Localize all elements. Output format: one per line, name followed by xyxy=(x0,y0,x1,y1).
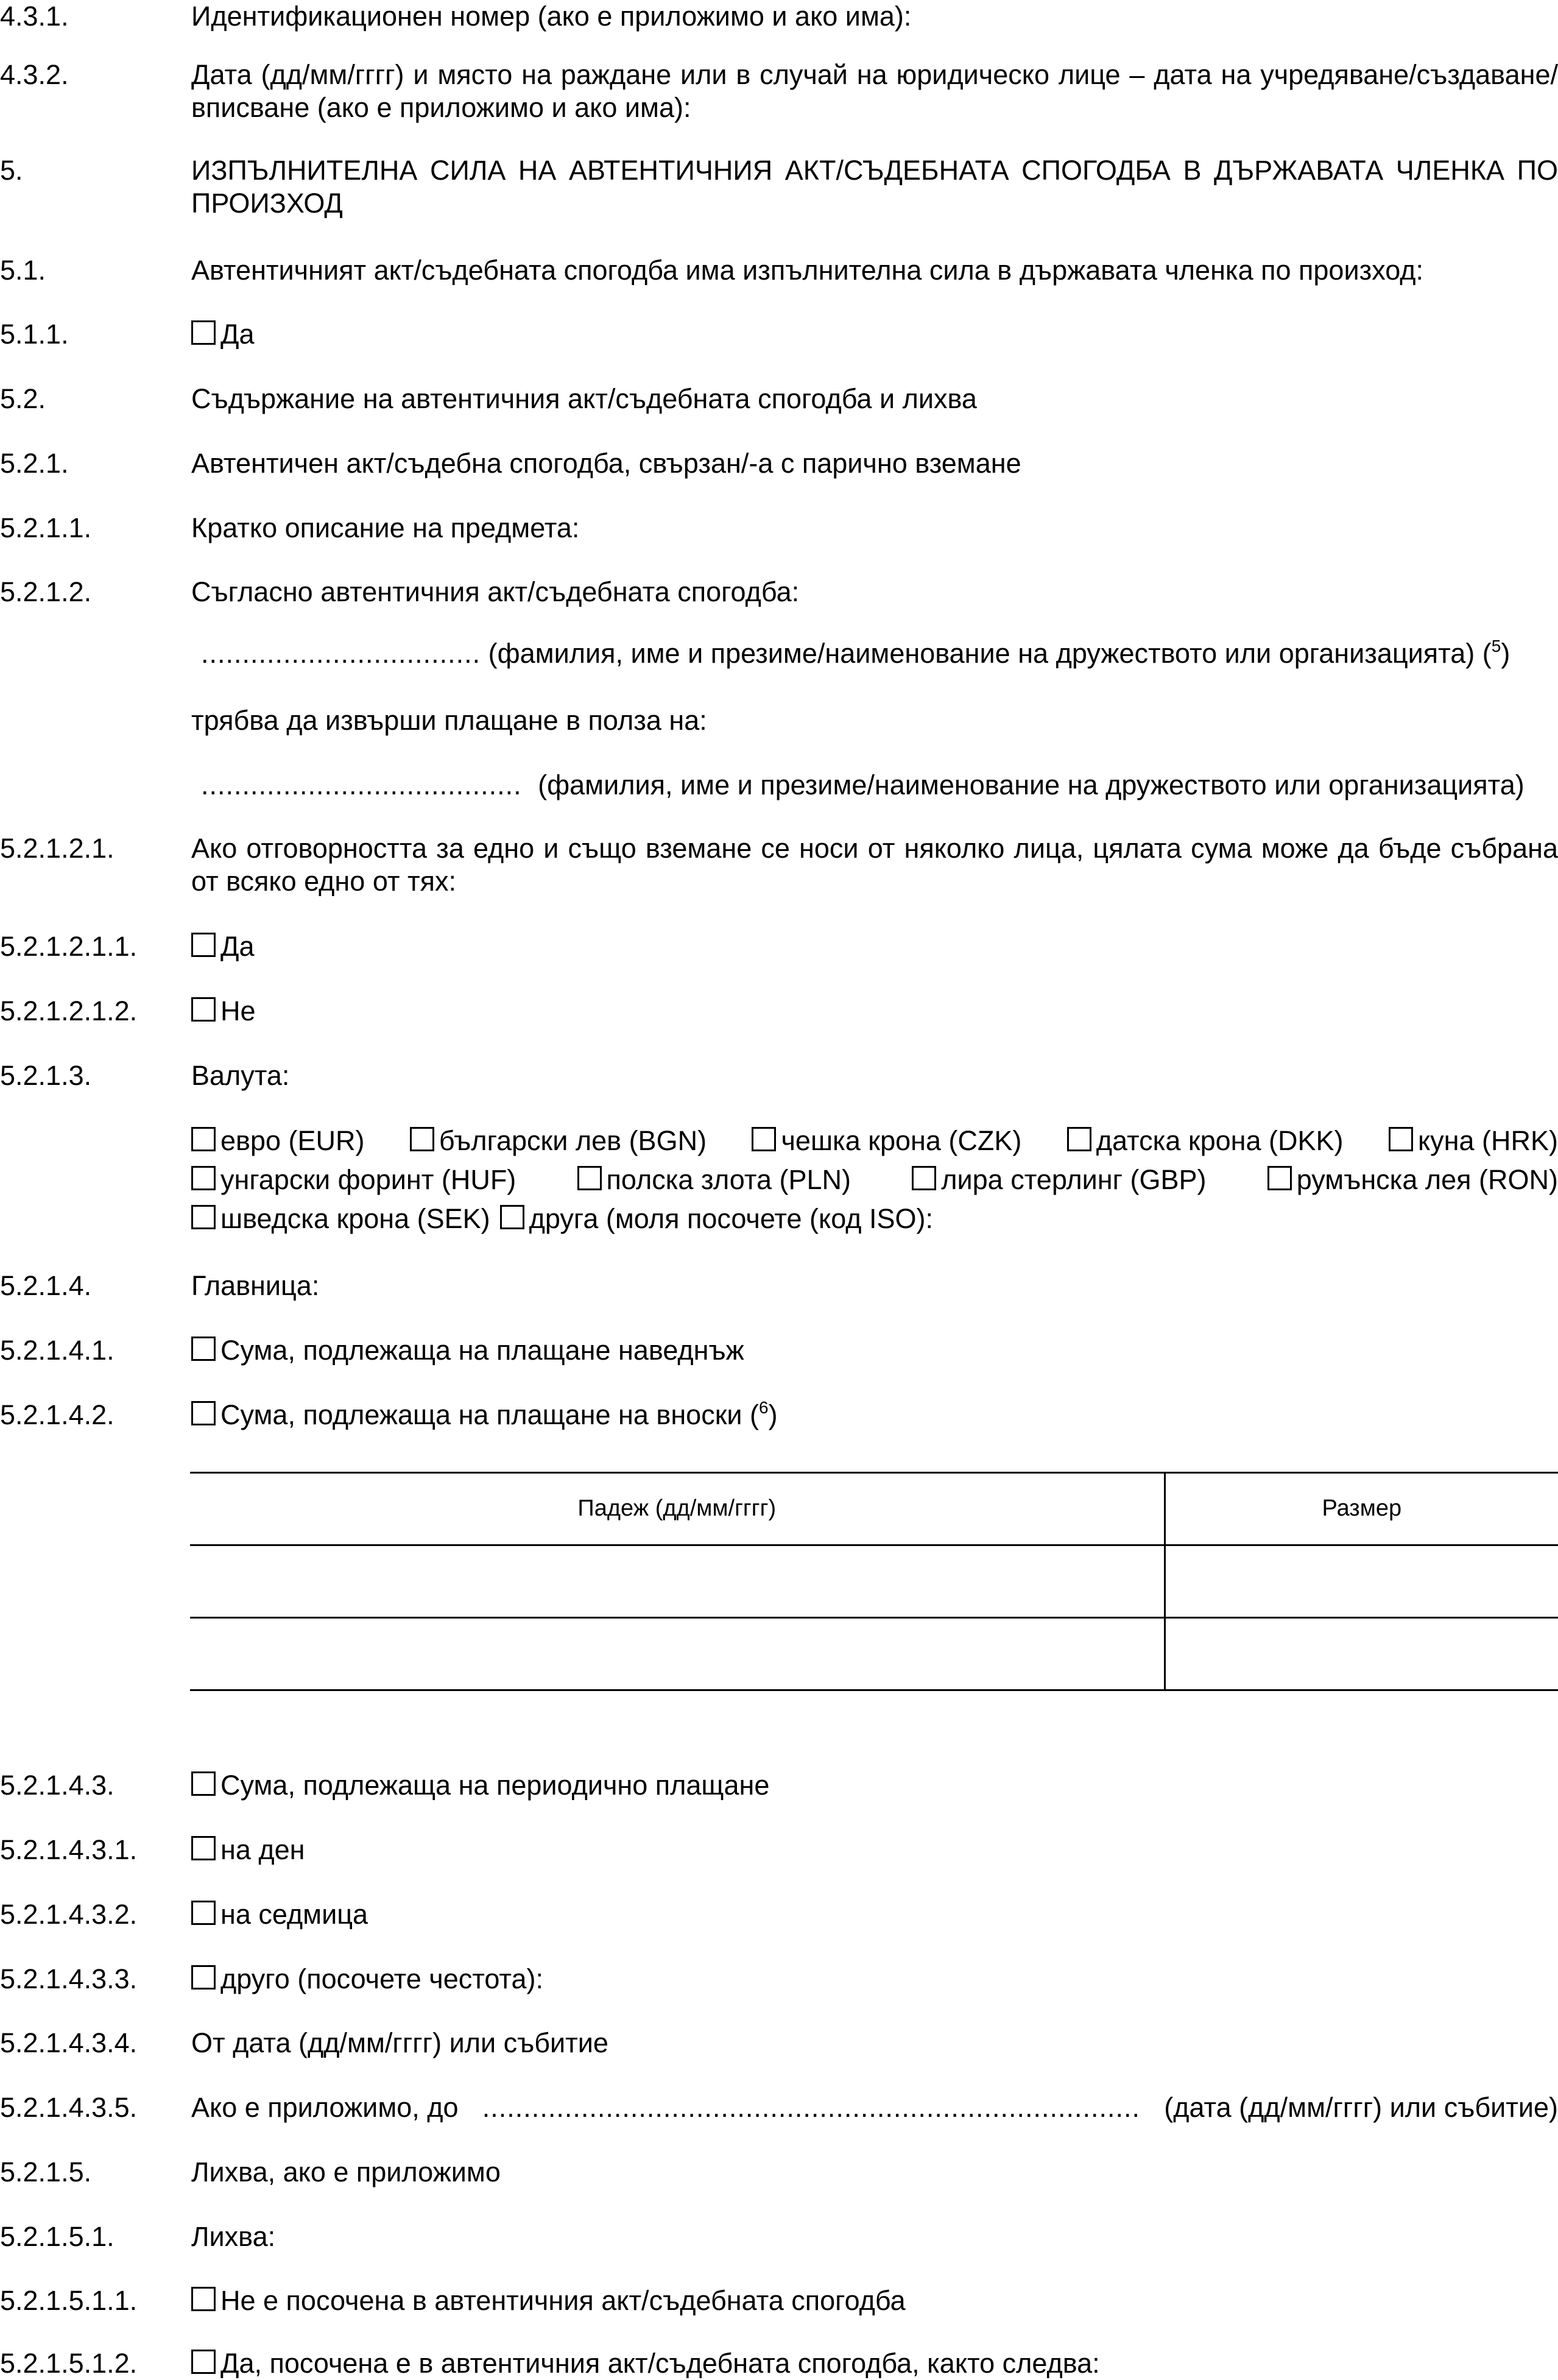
item-number: 5.2.1.2.1.2. xyxy=(0,995,138,1026)
section-heading: ИЗПЪЛНИТЕЛНА СИЛА НА АВТЕНТИЧНИЯ АКТ/СЪДЕБНАТА СПОГОДБА В ДЪРЖАВАТА ЧЛЕНКА ПО ПРОИЗХОД xyxy=(191,155,1558,219)
item-text: Автентичен акт/съдебна спогодба, свързан/-а с парично вземане xyxy=(191,448,1021,479)
item-text: От дата (дд/мм/гггг) или събитие xyxy=(191,2027,608,2058)
item-text: Лихва, ако е приложимо xyxy=(191,2156,501,2188)
end-date-label: (дата (дд/мм/гггг) или събитие) xyxy=(1164,2092,1558,2123)
table-row xyxy=(190,1545,1558,1618)
debtor-label: (фамилия, име и презиме/наименование на дружеството или организацията) ( xyxy=(488,638,1492,669)
footnote-ref: 6 xyxy=(759,1398,769,1417)
checkbox-joint-yes[interactable] xyxy=(191,933,216,957)
currency-label: шведска крона (SEK) xyxy=(220,1203,490,1234)
section-number: 5. xyxy=(0,155,23,186)
item-number: 5.2.1.2.1. xyxy=(0,833,115,864)
paren-close: ) xyxy=(768,1399,778,1430)
item-number: 5.1. xyxy=(0,255,46,286)
table-row xyxy=(190,1618,1558,1690)
checkbox-sek[interactable] xyxy=(191,1205,216,1229)
item-number: 5.2.1.5.1.2. xyxy=(0,2348,138,2379)
checkbox-gbp[interactable] xyxy=(912,1166,936,1190)
item-text: Главница: xyxy=(191,1270,320,1301)
item-number: 5.2.1.4.3.5. xyxy=(0,2092,138,2123)
currency-line-2 xyxy=(191,1164,1558,1202)
currency-line-1 xyxy=(191,1125,1558,1164)
item-text: Кратко описание на предмета: xyxy=(191,512,580,543)
item-number: 5.2.1.1. xyxy=(0,512,92,543)
checkbox-label: Да, посочена е в автентичния акт/съдебната спогодба, както следва: xyxy=(220,2348,1100,2379)
item-number: 5.2.1.4.3.2. xyxy=(0,1899,138,1930)
paren-close: ) xyxy=(1501,638,1510,669)
item-text: Дата (дд/мм/гггг) и място на раждане или в случай на юридическо лице – дата на учредяване/създаване/вписване (ако е приложимо и ако има): xyxy=(191,59,1558,123)
currency-label: български лев (BGN) xyxy=(439,1125,707,1156)
currency-label: куна (HRK) xyxy=(1417,1125,1558,1156)
item-number: 5.2.1.2. xyxy=(0,576,92,607)
item-text: Идентификационен номер (ако е приложимо и ако има): xyxy=(191,1,912,32)
installments-table xyxy=(190,1472,1558,1691)
table-header-row xyxy=(190,1473,1558,1545)
checkbox-interest-not-specified[interactable] xyxy=(191,2287,216,2311)
item-number: 5.1.1. xyxy=(0,319,69,350)
currency-options xyxy=(191,1125,1558,1241)
currency-label: полска злота (PLN) xyxy=(606,1164,851,1195)
currency-label: румънска лея (RON) xyxy=(1296,1164,1558,1195)
checkbox-label: друго (посочете честота): xyxy=(220,1963,544,1994)
currency-label: унгарски форинт (HUF) xyxy=(220,1164,516,1195)
item-number: 5.2.1.4.3. xyxy=(0,1770,115,1801)
checkbox-yes-enforceable[interactable] xyxy=(191,320,216,345)
item-number: 5.2.1.2.1.1. xyxy=(0,931,138,962)
end-date-fill-field[interactable]: ................................................................................ xyxy=(482,2092,1140,2123)
checkbox-other-frequency[interactable] xyxy=(191,1965,216,1990)
checkbox-label: Не е посочена в автентичния акт/съдебната спогодба xyxy=(220,2285,906,2316)
item-number: 4.3.2. xyxy=(0,59,69,90)
creditor-fill-field[interactable]: ....................................... xyxy=(201,769,522,800)
currency-label: датска крона (DKK) xyxy=(1096,1125,1344,1156)
checkbox-pln[interactable] xyxy=(577,1166,602,1190)
checkbox-dkk[interactable] xyxy=(1067,1127,1091,1151)
checkbox-czk[interactable] xyxy=(752,1127,776,1151)
checkbox-per-day[interactable] xyxy=(191,1836,216,1860)
amount-cell[interactable] xyxy=(1165,1545,1558,1618)
due-date-cell[interactable] xyxy=(190,1618,1165,1690)
item-text: трябва да извърши плащане в полза на: xyxy=(191,705,707,736)
due-date-cell[interactable] xyxy=(190,1545,1165,1618)
item-number: 5.2.1.5.1.1. xyxy=(0,2285,138,2316)
column-header-due-date: Падеж (дд/мм/гггг) xyxy=(190,1473,1165,1545)
checkbox-label: Не xyxy=(220,995,256,1026)
checkbox-label: Да xyxy=(220,319,255,350)
currency-label: евро (EUR) xyxy=(220,1125,365,1156)
checkbox-label: на седмица xyxy=(220,1899,368,1930)
checkbox-huf[interactable] xyxy=(191,1166,216,1190)
item-number: 5.2.1.3. xyxy=(0,1060,92,1091)
column-header-amount: Размер xyxy=(1165,1473,1558,1545)
item-number: 5.2.1.4.3.4. xyxy=(0,2027,138,2058)
checkbox-label: Да xyxy=(220,931,255,962)
item-text: Ако е приложимо, до xyxy=(191,2092,459,2123)
checkbox-joint-no[interactable] xyxy=(191,997,216,1022)
checkbox-ron[interactable] xyxy=(1267,1166,1292,1190)
checkbox-interest-specified[interactable] xyxy=(191,2350,216,2374)
item-number: 5.2. xyxy=(0,383,46,414)
checkbox-label: Сума, подлежаща на плащане наведнъж xyxy=(220,1335,744,1366)
creditor-label: (фамилия, име и презиме/наименование на дружеството или организацията) xyxy=(538,769,1525,800)
currency-line-3 xyxy=(191,1202,1558,1241)
checkbox-label: на ден xyxy=(220,1834,305,1865)
item-number: 5.2.1. xyxy=(0,448,69,479)
checkbox-installments[interactable] xyxy=(191,1401,216,1425)
item-number: 5.2.1.4.2. xyxy=(0,1399,115,1430)
item-number: 4.3.1. xyxy=(0,1,69,32)
checkbox-label: Сума, подлежаща на периодично плащане xyxy=(220,1770,770,1801)
item-number: 5.2.1.5. xyxy=(0,2156,92,2188)
item-number: 5.2.1.4.3.3. xyxy=(0,1963,138,1994)
checkbox-other-currency[interactable] xyxy=(500,1205,524,1229)
item-text: Съгласно автентичния акт/съдебната спогодба: xyxy=(191,576,800,607)
checkbox-bgn[interactable] xyxy=(410,1127,434,1151)
debtor-fill-field[interactable]: .................................. xyxy=(201,638,481,669)
currency-label: друга (моля посочете (код ISO): xyxy=(529,1203,933,1234)
checkbox-periodic[interactable] xyxy=(191,1771,216,1796)
item-text: Лихва: xyxy=(191,2221,276,2252)
checkbox-lump-sum[interactable] xyxy=(191,1337,216,1361)
checkbox-eur[interactable] xyxy=(191,1127,216,1151)
checkbox-hrk[interactable] xyxy=(1389,1127,1413,1151)
item-text: Съдържание на автентичния акт/съдебната спогодба и лихва xyxy=(191,383,977,414)
amount-cell[interactable] xyxy=(1165,1618,1558,1690)
currency-label: чешка крона (CZK) xyxy=(781,1125,1022,1156)
currency-label: лира стерлинг (GBP) xyxy=(941,1164,1207,1195)
item-text: Автентичният акт/съдебната спогодба има изпълнителна сила в държавата членка по произход: xyxy=(191,255,1424,286)
item-number: 5.2.1.4. xyxy=(0,1270,92,1301)
checkbox-per-week[interactable] xyxy=(191,1901,216,1925)
item-text: Валута: xyxy=(191,1060,290,1091)
checkbox-label: Сума, подлежаща на плащане на вноски ( xyxy=(220,1399,760,1430)
item-number: 5.2.1.5.1. xyxy=(0,2221,115,2252)
item-number: 5.2.1.4.1. xyxy=(0,1335,115,1366)
footnote-ref: 5 xyxy=(1491,637,1501,655)
item-text: Ако отговорността за едно и също вземане се носи от няколко лица, цялата сума може да бъде събрана от всяко едно от тях: xyxy=(191,833,1558,897)
item-number: 5.2.1.4.3.1. xyxy=(0,1834,138,1865)
